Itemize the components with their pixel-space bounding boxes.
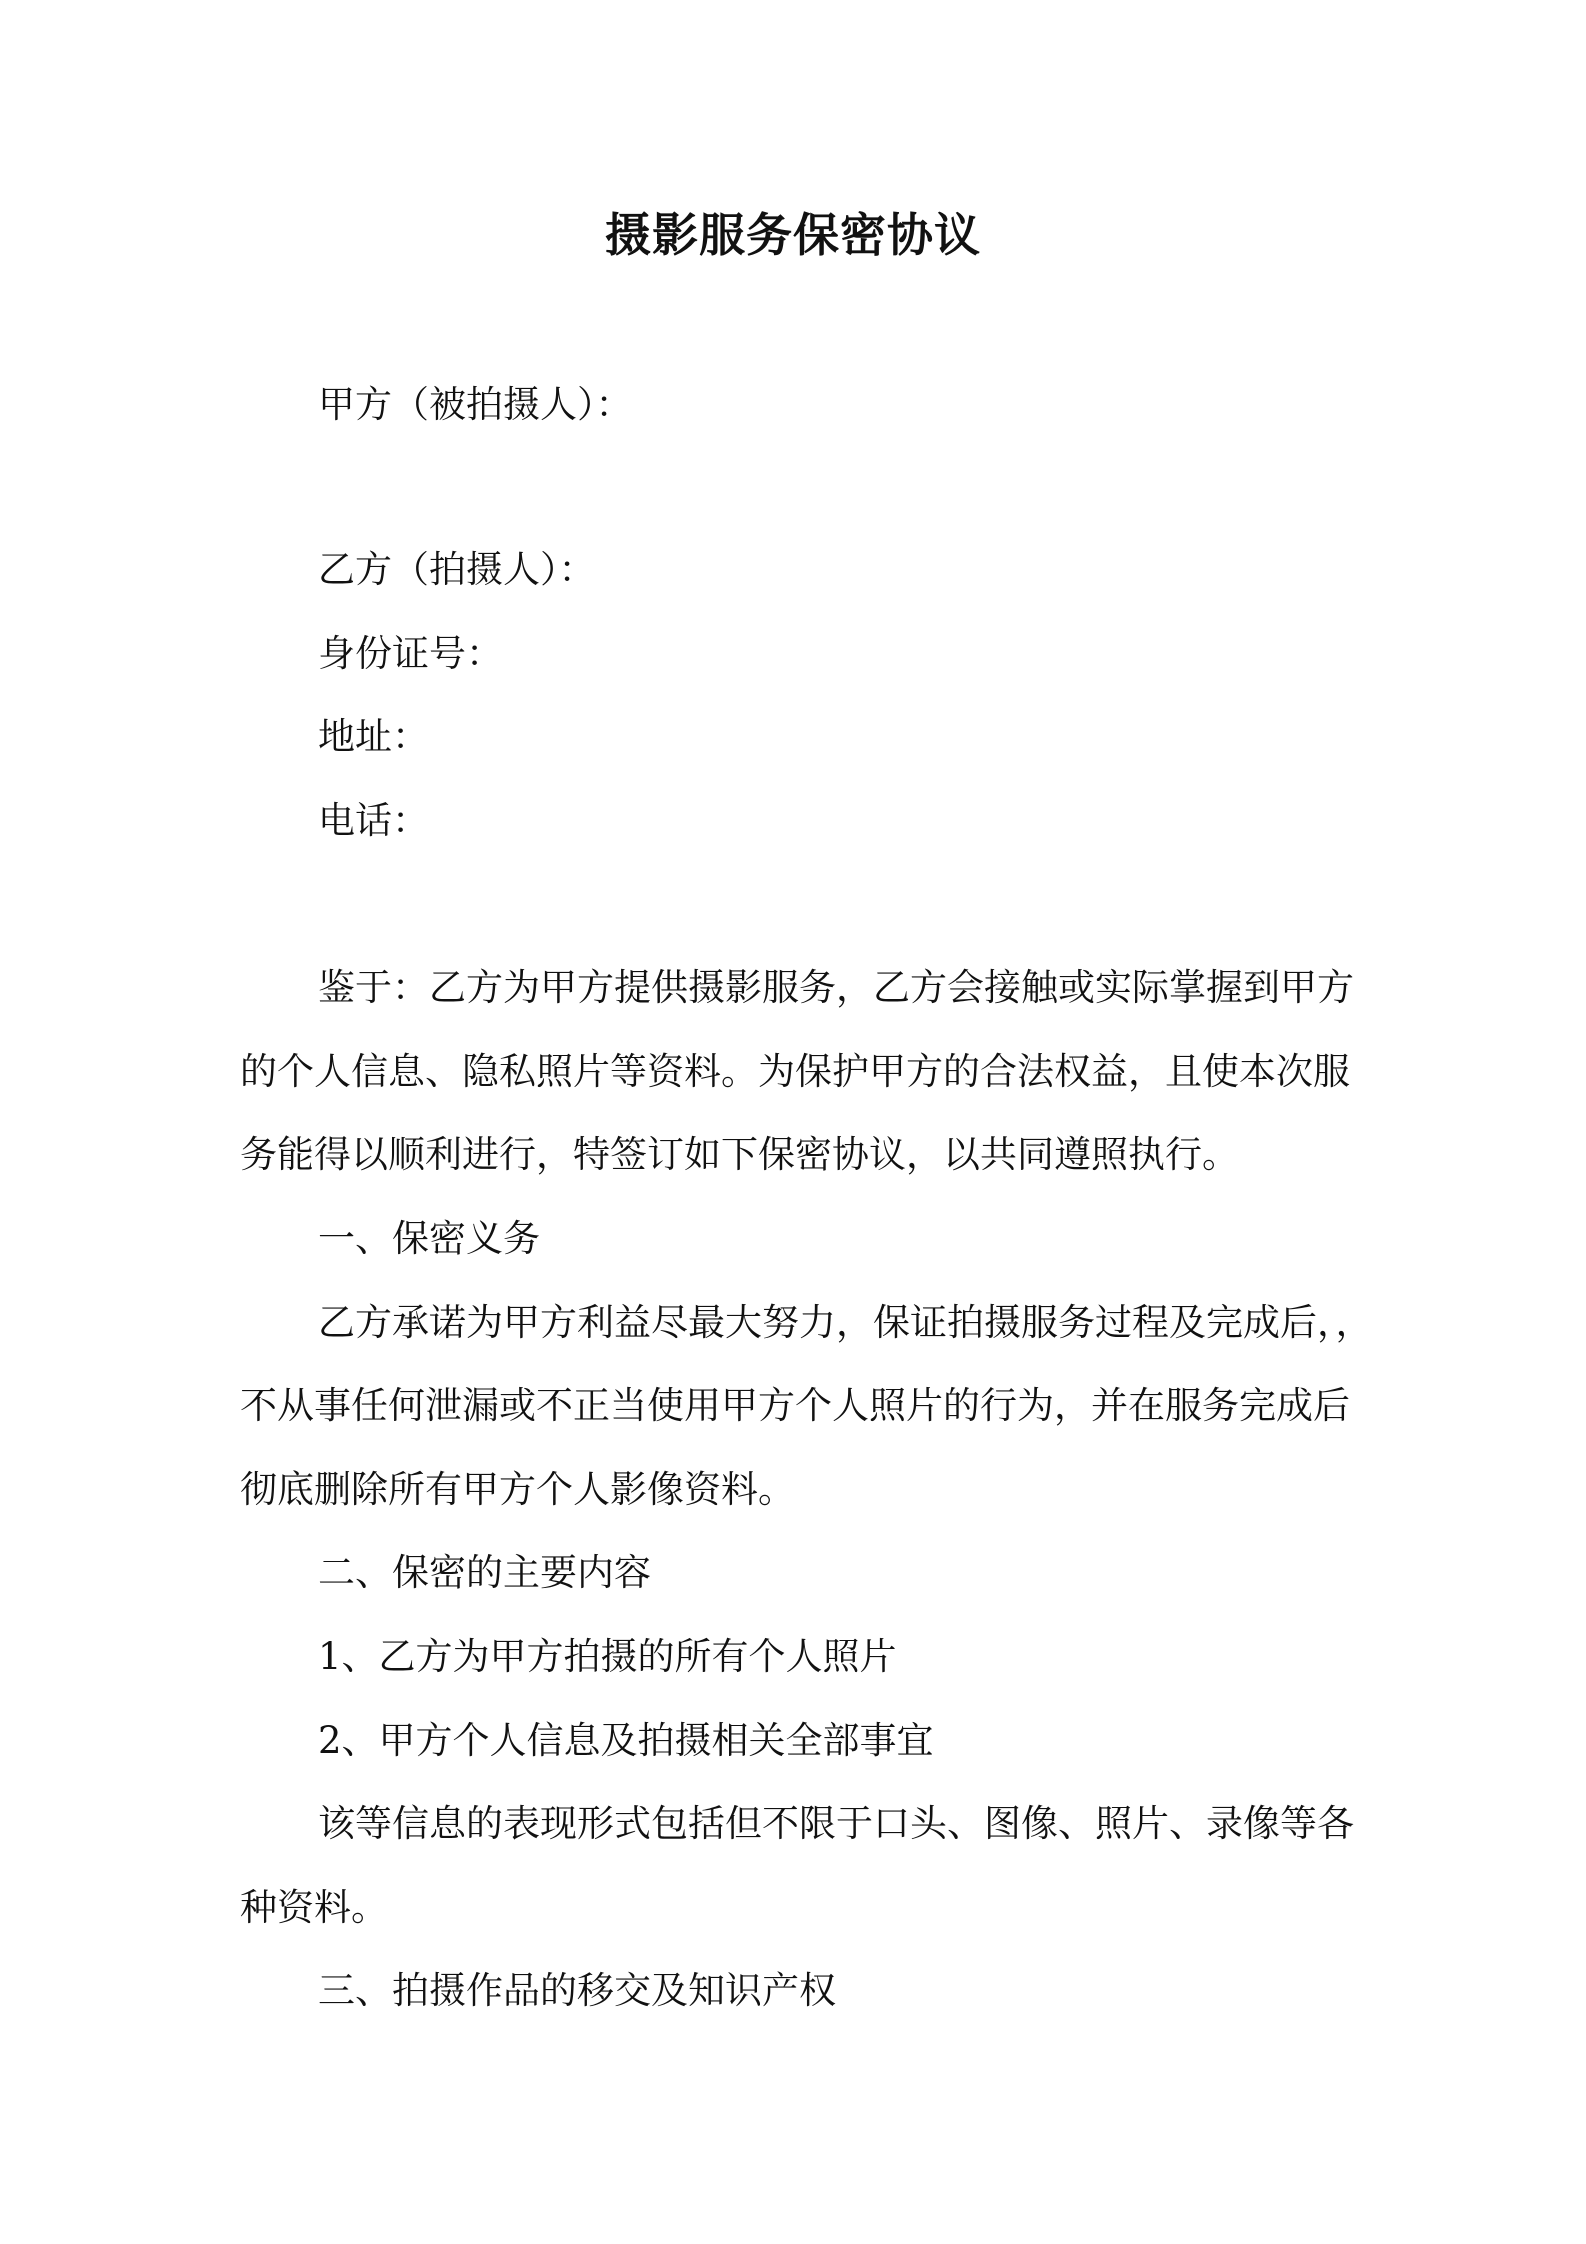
section2-heading: 二、保密的主要内容 <box>318 1551 651 1594</box>
section2-note-line: 种资料。 <box>240 1886 388 1929</box>
party-b-label: 乙方（拍摄人）： <box>318 548 596 591</box>
preamble-line: 鉴于：乙方为甲方提供摄影服务，乙方会接触或实际掌握到甲方 <box>318 966 1354 1009</box>
phone-label: 电话： <box>318 799 429 842</box>
document-title: 摄影服务保密协议 <box>605 208 981 262</box>
party-a-label: 甲方（被拍摄人）： <box>318 383 633 426</box>
section2-item: 2、甲方个人信息及拍摄相关全部事宜 <box>318 1719 934 1762</box>
section3-heading: 三、拍摄作品的移交及知识产权 <box>318 1969 836 2012</box>
section1-body-line: 彻底删除所有甲方个人影像资料。 <box>240 1468 795 1511</box>
id-number-label: 身份证号： <box>318 632 503 675</box>
section2-item: 1、乙方为甲方拍摄的所有个人照片 <box>318 1635 897 1678</box>
section1-body-line: 乙方承诺为甲方利益尽最大努力，保证拍摄服务过程及完成后，， <box>318 1301 1373 1344</box>
section1-heading: 一、保密义务 <box>318 1217 540 1260</box>
address-label: 地址： <box>318 715 429 758</box>
section2-note-line: 该等信息的表现形式包括但不限于口头、图像、照片、录像等各 <box>318 1802 1354 1845</box>
preamble-line: 务能得以顺利进行，特签订如下保密协议，以共同遵照执行。 <box>240 1133 1239 1176</box>
section1-body-line: 不从事任何泄漏或不正当使用甲方个人照片的行为，并在服务完成后 <box>240 1384 1350 1427</box>
preamble-line: 的个人信息、隐私照片等资料。为保护甲方的合法权益，且使本次服 <box>240 1050 1350 1093</box>
